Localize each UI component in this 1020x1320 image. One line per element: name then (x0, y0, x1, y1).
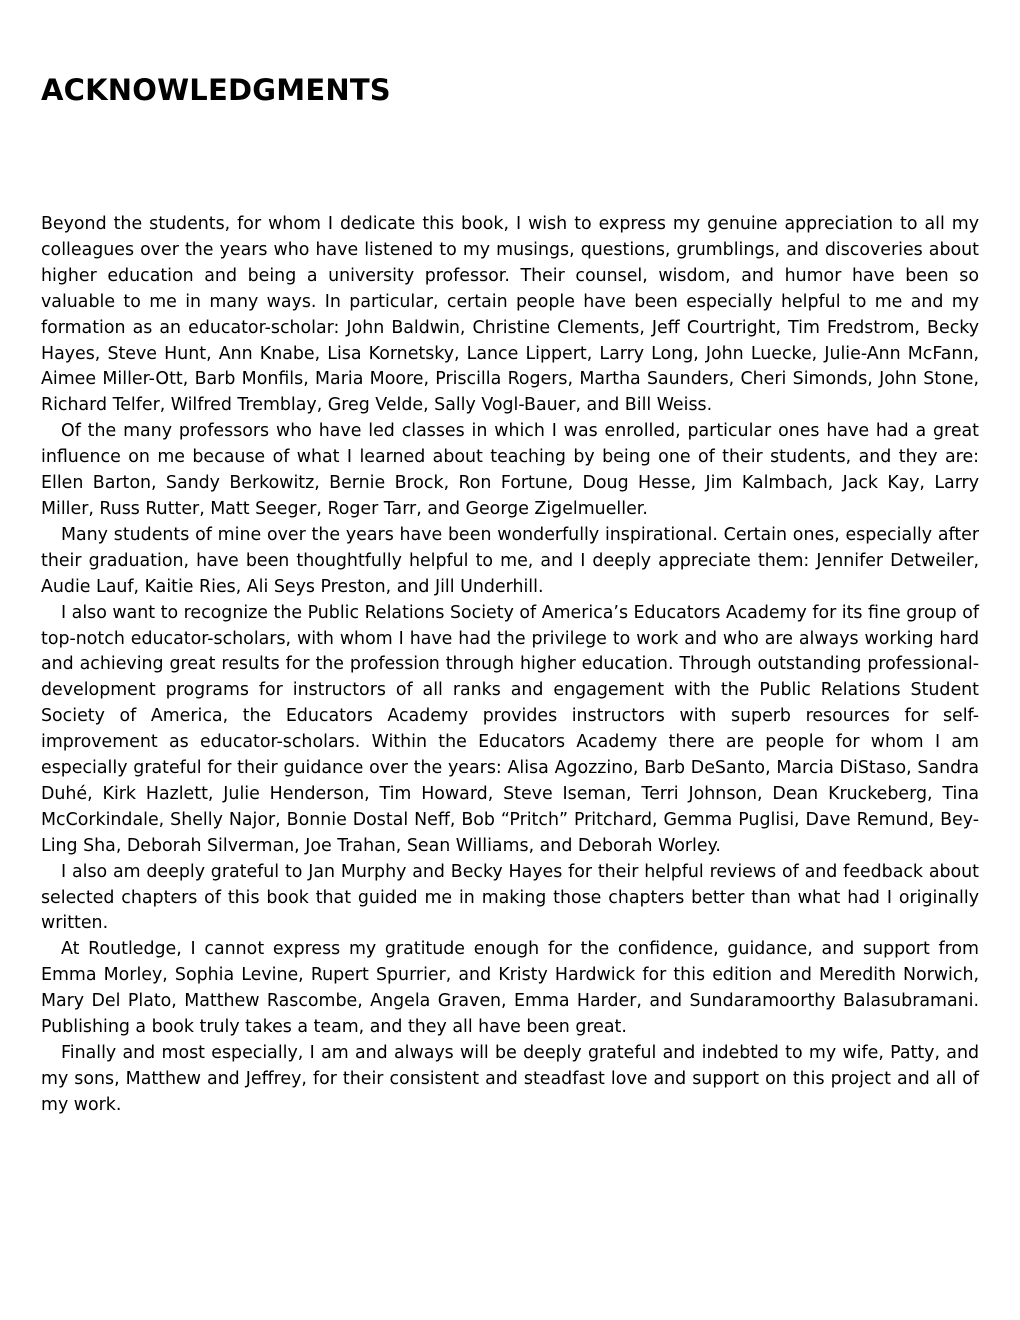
paragraph-family: Finally and most especially, I am and always will be deeply grateful and indebted to my wife, Patty, and my sons, Matthew and Jeffrey, for their consistent and steadfast love and support on this project and all of my work. (41, 1043, 979, 1115)
paragraph-students: Many students of mine over the years have been wonderfully inspirational. Certain ones, especially after their graduation, have been thoughtfully helpful to me, and I deeply appreciate them: Jennifer Detweiler, Audie Lauf, Kaitie Ries, Ali Seys Preston, and Jill Underhill. (41, 524, 979, 597)
paragraph-colleagues: Beyond the students, for whom I dedicate this book, I wish to express my genuine appreciation to all my colleagues over the years who have listened to my musings, questions, grumblings, and discoveries about higher education and being a university professor. Their counsel, wisdom, and humor have been so valuable to me in many ways. In particular, certain people have been especially helpful to me and my formation as an educator-scholar: John Baldwin, Christine Clements, Jeff Courtright, Tim Fredstrom, Becky Hayes, Steve Hunt, Ann Knabe, Lisa Kornetsky, Lance Lippert, Larry Long, John Luecke, Julie-Ann McFann, Aimee Miller-Ott, Barb Monfils, Maria Moore, Priscilla Rogers, Martha Saunders, Cheri Simonds, John Stone, Richard Telfer, Wilfred Tremblay, Greg Velde, Sally Vogl-Bauer, and Bill Weiss. (41, 214, 979, 416)
paragraph-reviewers: I also am deeply grateful to Jan Murphy and Becky Hayes for their helpful reviews of and feedback about selected chapters of this book that guided me in making those chapters better than what had I originally written. (41, 861, 979, 934)
paragraph-professors: Of the many professors who have led classes in which I was enrolled, particular ones have had a great influence on me because of what I learned about teaching by being one of their students, and they are: Ellen Barton, Sandy Berkowitz, Bernie Brock, Ron Fortune, Doug Hesse, Jim Kalmbach, Jack Kay, Larry Miller, Russ Rutter, Matt Seeger, Roger Tarr, and George Zigelmueller. (41, 421, 979, 519)
page-title: ACKNOWLEDGMENTS (41, 73, 391, 107)
paragraph-educators-academy: I also want to recognize the Public Relations Society of America’s Educators Academy for its fine group of top-notch educator-scholars, with whom I have had the privilege to work and who are always working hard and achieving great results for the profession through higher education. Through outstanding professional-development programs for instructors of all ranks and engagement with the Public Relations Student Society of America, the Educators Academy provides instructors with superb resources for self-improvement as educator-scholars. Within the Educators Academy there are people for whom I am especially grateful for their guidance over the years: Alisa Agozzino, Barb DeSanto, Marcia DiStaso, Sandra Duhé, Kirk Hazlett, Julie Henderson, Tim Howard, Steve Iseman, Terri Johnson, Dean Kruckeberg, Tina McCorkindale, Shelly Najor, Bonnie Dostal Neff, Bob “Pritch” Pritchard, Gemma Puglisi, Dave Remund, Bey-Ling Sha, Deborah Silverman, Joe Trahan, Sean Williams, and Deborah Worley. (41, 602, 979, 856)
paragraph-routledge: At Routledge, I cannot express my gratitude enough for the confidence, guidance, and support from Emma Morley, Sophia Levine, Rupert Spurrier, and Kristy Hardwick for this edition and Meredith Norwich, Mary Del Plato, Matthew Rascombe, Angela Graven, Emma Harder, and Sundaramoorthy Balasubramani. Publishing a book truly takes a team, and they all have been great. (41, 939, 979, 1038)
acknowledgments-body (41, 212, 979, 1119)
